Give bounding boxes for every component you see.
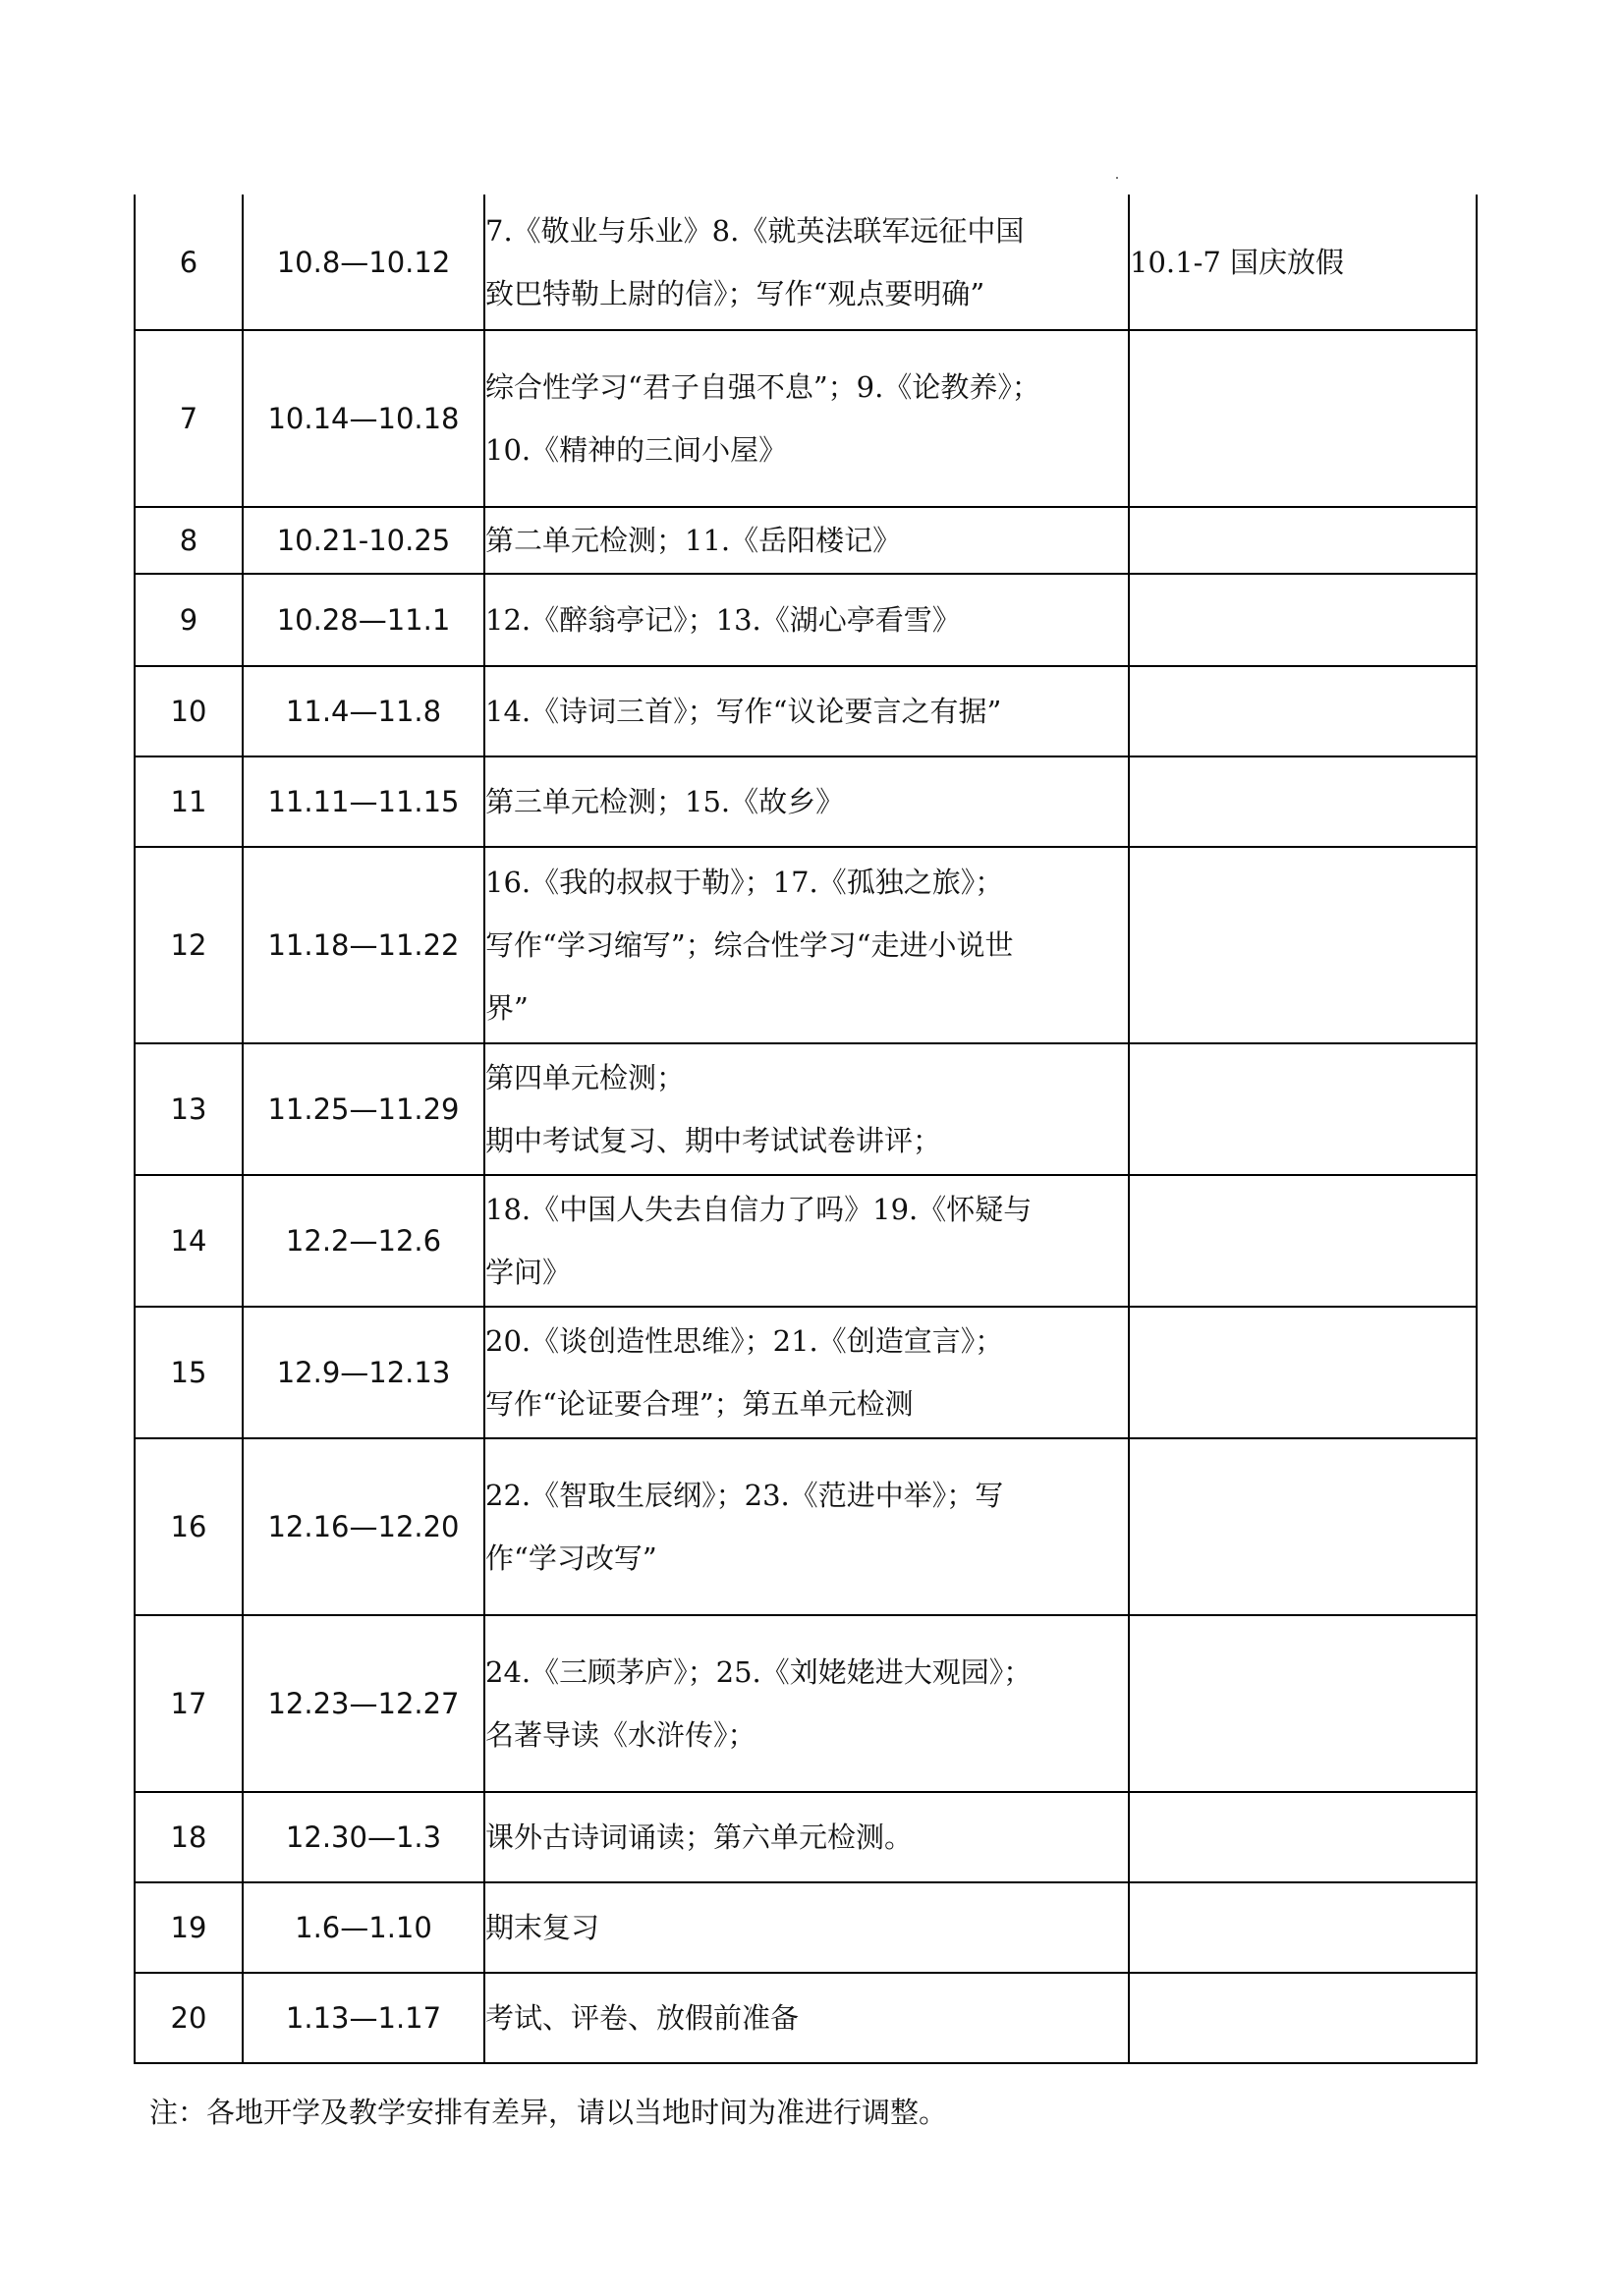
date-cell: 1.13—1.17 <box>243 1973 484 2063</box>
week-cell: 10 <box>135 666 243 756</box>
week-cell: 15 <box>135 1307 243 1438</box>
content-cell <box>484 330 1129 507</box>
content-line: 18.《中国人失去自信力了吗》19.《怀疑与 <box>485 1193 1033 1226</box>
note-cell <box>1129 507 1477 574</box>
content-cell <box>484 507 1129 574</box>
week-cell: 12 <box>135 847 243 1043</box>
content-cell <box>484 1882 1129 1973</box>
week-cell: 18 <box>135 1792 243 1882</box>
note-cell <box>1129 1438 1477 1615</box>
content-line: 第三单元检测；15.《故乡》 <box>485 785 845 818</box>
footnote: 注：各地开学及教学安排有差异，请以当地时间为准进行调整。 <box>149 2096 948 2129</box>
content-line: 学问》 <box>485 1256 572 1289</box>
table-row <box>135 1792 1477 1882</box>
content-line: 20.《谈创造性思维》；21.《创造宣言》； <box>485 1324 1004 1358</box>
content-line: 考试、评卷、放假前准备 <box>485 2001 800 2035</box>
table-row <box>135 1043 1477 1175</box>
table-row <box>135 666 1477 756</box>
table-row <box>135 1175 1477 1307</box>
week-cell: 13 <box>135 1043 243 1175</box>
content-line: 名著导读《水浒传》； <box>485 1718 756 1752</box>
content-line: 作“学习改写” <box>485 1541 657 1575</box>
content-cell <box>484 847 1129 1043</box>
note-cell <box>1129 756 1477 847</box>
content-cell <box>484 1615 1129 1792</box>
week-cell: 17 <box>135 1615 243 1792</box>
week-cell: 19 <box>135 1882 243 1973</box>
content-cell <box>484 195 1129 330</box>
content-line: 第二单元检测；11.《岳阳楼记》 <box>485 524 902 557</box>
week-cell: 16 <box>135 1438 243 1615</box>
table-row <box>135 330 1477 507</box>
schedule-table <box>134 195 1478 2064</box>
week-cell: 9 <box>135 574 243 666</box>
date-cell: 11.11—11.15 <box>243 756 484 847</box>
content-line: 22.《智取生辰纲》；23.《范进中举》；写 <box>485 1479 1004 1512</box>
date-cell: 10.14—10.18 <box>243 330 484 507</box>
content-line: 24.《三顾茅庐》；25.《刘姥姥进大观园》； <box>485 1655 1033 1689</box>
page-dot <box>1116 177 1118 179</box>
content-line: 16.《我的叔叔于勒》；17.《孤独之旅》； <box>485 866 1004 899</box>
content-line: 10.《精神的三间小屋》 <box>485 433 788 467</box>
week-cell: 11 <box>135 756 243 847</box>
content-cell <box>484 1438 1129 1615</box>
content-line: 期中考试复习、期中考试试卷讲评； <box>485 1124 942 1157</box>
note-cell <box>1129 847 1477 1043</box>
table-row <box>135 507 1477 574</box>
note-cell <box>1129 330 1477 507</box>
content-cell <box>484 1973 1129 2063</box>
content-cell <box>484 1792 1129 1882</box>
date-cell: 12.16—12.20 <box>243 1438 484 1615</box>
content-line: 致巴特勒上尉的信》；写作“观点要明确” <box>485 276 985 310</box>
date-cell: 11.4—11.8 <box>243 666 484 756</box>
table-row <box>135 756 1477 847</box>
table-row <box>135 195 1477 330</box>
content-cell <box>484 574 1129 666</box>
table-row <box>135 574 1477 666</box>
content-cell <box>484 1307 1129 1438</box>
table-row <box>135 1307 1477 1438</box>
content-line: 写作“学习缩写”；综合性学习“走进小说世 <box>485 928 1014 962</box>
content-line: 第四单元检测； <box>485 1061 686 1094</box>
table-row <box>135 1615 1477 1792</box>
note-cell <box>1129 574 1477 666</box>
note-cell <box>1129 666 1477 756</box>
date-cell: 11.25—11.29 <box>243 1043 484 1175</box>
table-row <box>135 1973 1477 2063</box>
week-cell: 8 <box>135 507 243 574</box>
note-cell <box>1129 1043 1477 1175</box>
content-cell <box>484 1043 1129 1175</box>
week-cell: 6 <box>135 195 243 330</box>
content-line: 12.《醉翁亭记》；13.《湖心亭看雪》 <box>485 603 961 637</box>
date-cell: 10.8—10.12 <box>243 195 484 330</box>
note-cell <box>1129 1792 1477 1882</box>
content-line: 写作“论证要合理”；第五单元检测 <box>485 1387 914 1421</box>
content-line: 14.《诗词三首》；写作“议论要言之有据” <box>485 695 1002 728</box>
week-cell: 20 <box>135 1973 243 2063</box>
date-cell: 1.6—1.10 <box>243 1882 484 1973</box>
content-line: 课外古诗词诵读；第六单元检测。 <box>485 1820 914 1854</box>
content-line: 综合性学习“君子自强不息”；9.《论教养》； <box>485 370 1040 404</box>
note-cell: 10.1-7 国庆放假 <box>1129 195 1477 330</box>
table-row <box>135 1882 1477 1973</box>
content-cell <box>484 1175 1129 1307</box>
date-cell: 10.28—11.1 <box>243 574 484 666</box>
date-cell: 11.18—11.22 <box>243 847 484 1043</box>
content-line: 界” <box>485 991 529 1025</box>
content-line: 7.《敬业与乐业》8.《就英法联军远征中国 <box>485 213 1025 248</box>
content-line: 期末复习 <box>485 1911 600 1944</box>
content-cell <box>484 666 1129 756</box>
note-cell <box>1129 1175 1477 1307</box>
table-row <box>135 847 1477 1043</box>
note-cell <box>1129 1973 1477 2063</box>
table-row <box>135 1438 1477 1615</box>
date-cell: 12.9—12.13 <box>243 1307 484 1438</box>
date-cell: 12.30—1.3 <box>243 1792 484 1882</box>
date-cell: 12.2—12.6 <box>243 1175 484 1307</box>
note-cell <box>1129 1307 1477 1438</box>
date-cell: 10.21-10.25 <box>243 507 484 574</box>
note-cell <box>1129 1882 1477 1973</box>
date-cell: 12.23—12.27 <box>243 1615 484 1792</box>
week-cell: 7 <box>135 330 243 507</box>
week-cell: 14 <box>135 1175 243 1307</box>
note-cell <box>1129 1615 1477 1792</box>
content-cell <box>484 756 1129 847</box>
